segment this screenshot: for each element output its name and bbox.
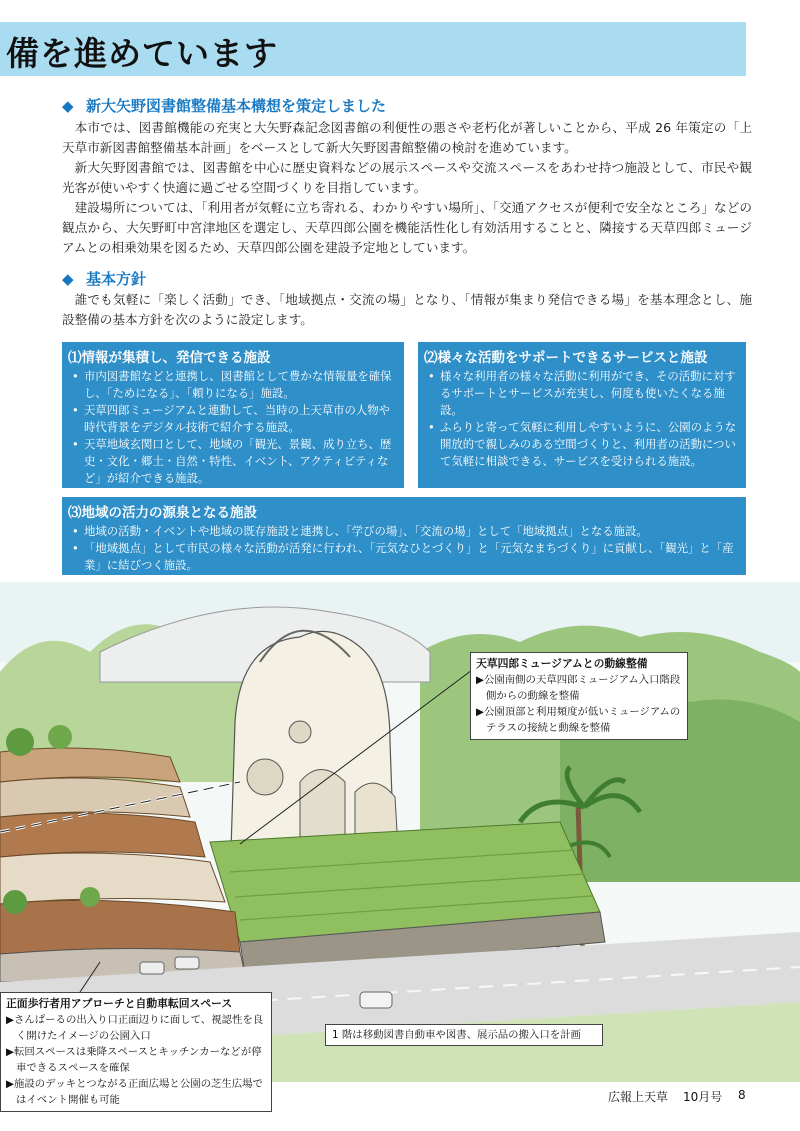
section-plan-body <box>62 118 752 258</box>
callout-text: 1 階は移動図書自動車や図書、展示品の搬入口を計画 <box>332 1029 581 1041</box>
section-policy-body <box>62 290 752 330</box>
paragraph: 建設場所については、「利用者が気軽に立ち寄れる、わかりやすい場所」、「交通アクセスが便利で安全なところ」などの観点から、大矢野町中宮津地区を選定し、天草四郎公園を機能活性化し有効活用することと、隣接する天草四郎ミュージアムとの相乗効果を図るため、天草四郎公園を建設予定地としています。 <box>62 200 752 255</box>
list-item: • 「地域拠点」として市民の様々な活動が活発に行われ、「元気なひとづくり」と「元気なまちづくり」に貢献し、「観光」と「産業」に結びつく施設。 <box>72 540 738 574</box>
diamond-bullet-icon: ◆ <box>62 270 74 288</box>
callout-title: 正面歩行者用アプローチと自動車転回スペース <box>6 997 233 1010</box>
callout-title: 天草四郎ミュージアムとの動線整備 <box>476 657 648 670</box>
section-heading-policy-text: 基本方針 <box>86 270 147 288</box>
list-item: • 天草四郎ミュージアムと連動して、当時の上天草市の人物や時代背景をデジタル技術で紹介する施設。 <box>72 402 396 436</box>
paragraph: 誰でも気軽に「楽しく活動」でき、「地域拠点・交流の場」となり、「情報が集まり発信できる場」を基本理念とし、施設整備の基本方針を次のように設定します。 <box>62 292 752 327</box>
callout-front-approach <box>0 992 272 1112</box>
footer-page-number: 8 <box>738 1088 746 1102</box>
footer-issue: 10月号 <box>683 1090 723 1104</box>
policy-box-3 <box>62 497 746 575</box>
policy-box-2 <box>418 342 746 488</box>
list-item: • 天草地域玄関口として、地域の「観光、景観、成り立ち、歴史・文化・郷土・自然・特性、イベント、アクティビティなど」が紹介できる施設。 <box>72 436 396 487</box>
paragraph: 本市では、図書館機能の充実と大矢野森記念図書館の利便性の悪さや老朽化が著しいことから、平成 26 年策定の「上天草市新図書館整備基本計画」をベースとして新大矢野図書館整備の検討を進めています。 <box>62 120 752 155</box>
footer-publication: 広報上天草 <box>608 1090 669 1104</box>
list-item: • 地域の活動・イベントや地域の既存施設と連携し、「学びの場」、「交流の場」として「地域拠点」となる施設。 <box>72 523 738 540</box>
callout-item: ▶公園南側の天草四郎ミュージアム入口階段側からの動線を整備 <box>476 674 681 702</box>
policy-box-1 <box>62 342 404 488</box>
section-heading-plan <box>62 95 386 116</box>
callout-first-floor <box>325 1024 603 1046</box>
policy-box-3-title: ⑶地域の活力の源泉となる施設 <box>68 505 257 521</box>
policy-box-1-title: ⑴情報が集積し、発信できる施設 <box>68 350 271 366</box>
page-title: 備を進めています <box>6 34 278 73</box>
list-item: • ふらりと寄って気軽に利用しやすいように、公園のような開放的で親しみのある空間づくりと、利用者の活動について気軽に相談できる、サービスを受けられる施設。 <box>428 419 738 470</box>
paragraph: 新大矢野図書館では、図書館を中心に歴史資料などの展示スペースや交流スペースをあわせ持つ施設として、市民や観光客が使いやすく快適に過ごせる空間づくりを目指しています。 <box>62 160 752 195</box>
list-item: • 市内図書館などと連携し、図書館として豊かな情報量を確保し、「ためになる」、「頼りになる」施設。 <box>72 368 396 402</box>
diamond-bullet-icon: ◆ <box>62 97 74 115</box>
callout-museum-route <box>470 652 688 740</box>
callout-item: ▶施設のデッキとつながる正面広場と公園の芝生広場ではイベント開催も可能 <box>6 1078 263 1106</box>
callout-item: ▶転回スペースは乗降スペースとキッチンカーなどが停車できるスペースを確保 <box>6 1046 262 1074</box>
list-item: • 様々な利用者の様々な活動に利用ができ、その活動に対するサポートとサービスが充実し、何度も使いたくなる施設。 <box>428 368 738 419</box>
section-heading-policy <box>62 268 146 289</box>
section-heading-plan-text: 新大矢野図書館整備基本構想を策定しました <box>86 97 387 115</box>
callout-item: ▶さんぱーるの出入り口正面辺りに面して、視認性を良く開けたイメージの公園入口 <box>6 1014 264 1042</box>
callout-item: ▶公園頂部と利用頻度が低いミュージアムのテラスの接続と動線を整備 <box>476 706 681 734</box>
policy-box-2-title: ⑵様々な活動をサポートできるサービスと施設 <box>424 350 708 366</box>
